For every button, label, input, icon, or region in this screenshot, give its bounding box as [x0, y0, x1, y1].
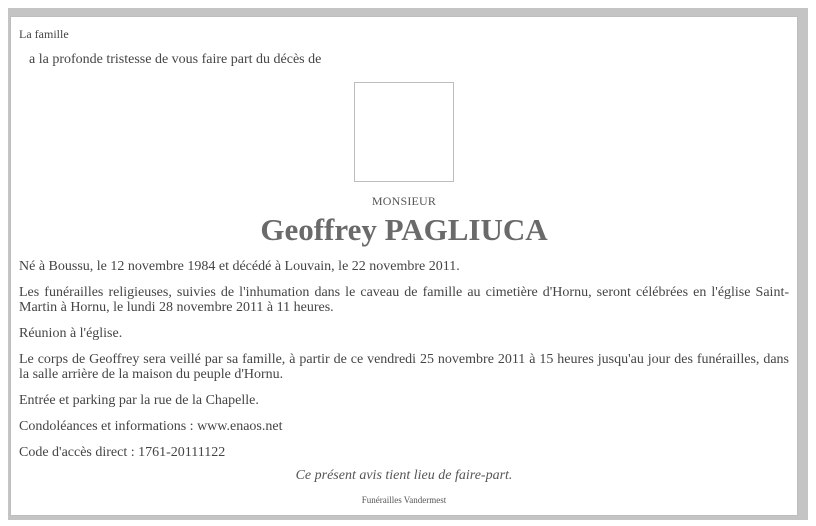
- notice-body: [19, 259, 789, 471]
- funeral-home-signature: Funérailles Vandermest: [361, 495, 447, 505]
- photo-placeholder: [354, 82, 454, 182]
- viewing-paragraph: Le corps de Geoffrey sera veillé par sa famille, à partir de ce vendredi 25 novembre 2011 à 15 heures jusqu'au jour des funérailles, dans la salle arrière de la maison du peuple d'Hornu.: [19, 352, 789, 382]
- funeral-paragraph: Les funérailles religieuses, suivies de l'inhumation dans le caveau de famille au cimetière d'Hornu, seront célébrées en l'église Saint-Martin à Hornu, le lundi 28 novembre 2011 à 11 heures.: [19, 285, 789, 315]
- meeting-paragraph: Réunion à l'église.: [19, 326, 123, 341]
- access-code-paragraph: Code d'accès direct : 1761-20111122: [19, 445, 226, 460]
- faire-part-note: Ce présent avis tient lieu de faire-part.: [295, 468, 513, 483]
- deceased-name: Geoffrey PAGLIUCA: [260, 212, 548, 247]
- parking-paragraph: Entrée et parking par la rue de la Chapelle.: [19, 393, 259, 408]
- intro-family: La famille: [19, 27, 69, 41]
- intro-announcement: a la profonde tristesse de vous faire part du décès de: [29, 52, 322, 67]
- honorific: MONSIEUR: [371, 194, 437, 208]
- birth-death-paragraph: Né à Boussu, le 12 novembre 1984 et décédé à Louvain, le 22 novembre 2011.: [19, 259, 460, 274]
- condolences-paragraph: Condoléances et informations : www.enaos.net: [19, 419, 283, 434]
- death-notice-card: [10, 16, 798, 516]
